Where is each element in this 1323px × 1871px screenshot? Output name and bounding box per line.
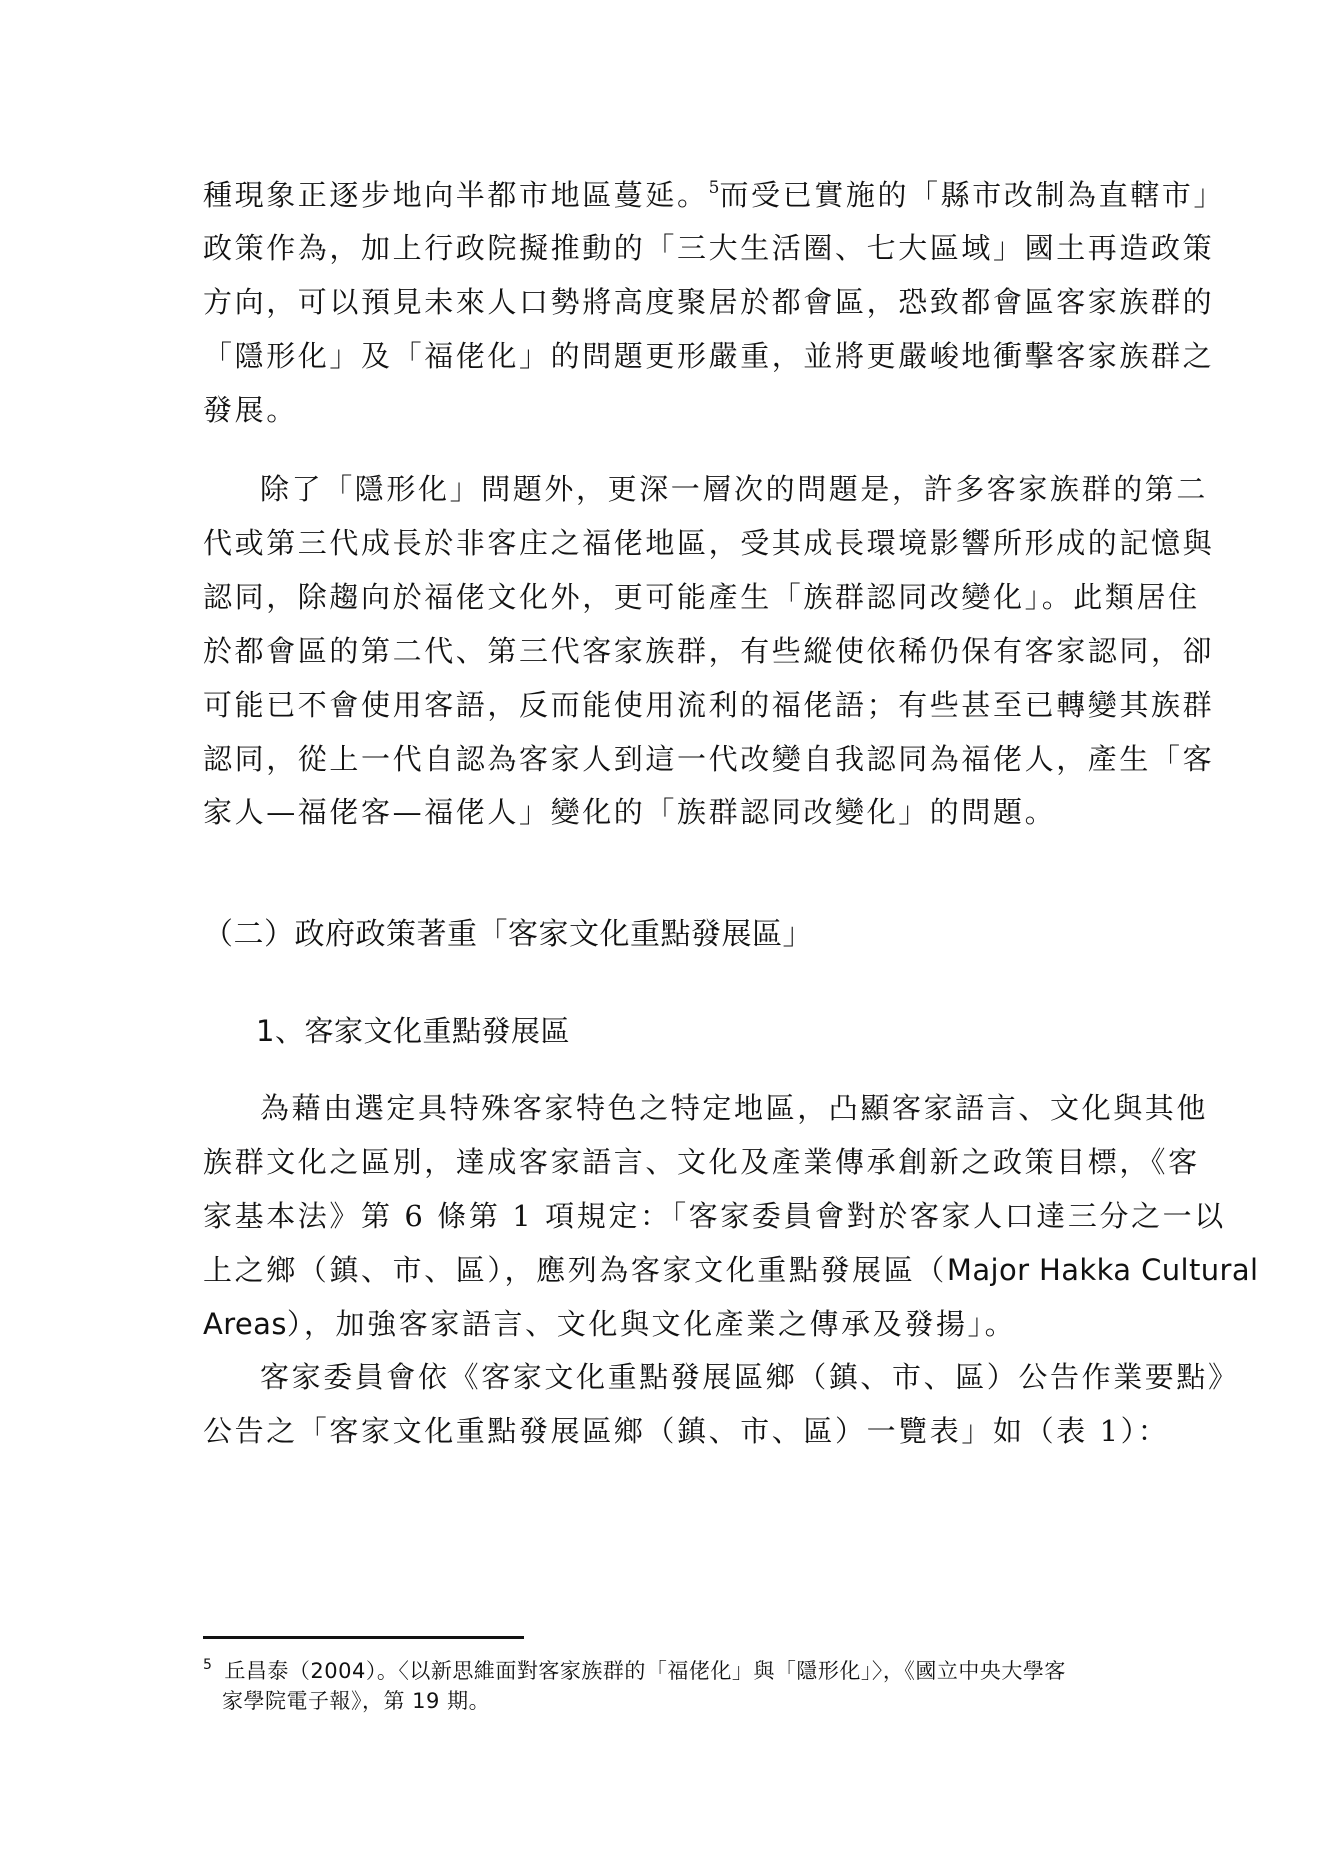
paragraph-line: 「隱形化」及「福佬化」的問題更形嚴重，並將更嚴峻地衝擊客家族群之 [203, 339, 1215, 373]
paragraph-line: 族群文化之區別，達成客家語言、文化及產業傳承創新之政策目標，《客 [203, 1145, 1200, 1179]
paragraph-line: 方向，可以預見未來人口勢將高度聚居於都會區，恐致都會區客家族群的 [203, 285, 1215, 319]
text-run: ），加強客家語言、文化與文化產業之傳承及發揚」。 [286, 1307, 1017, 1341]
text-run: 種現象正逐步地向半都市地區蔓延。 [203, 178, 709, 212]
paragraph-line: 客家委員會依《客家文化重點發展區鄉（鎮、市、區）公告作業要點》 [260, 1360, 1240, 1394]
english-term: Areas [203, 1307, 287, 1341]
paragraph-line: 可能已不會使用客語，反而能使用流利的福佬語；有些甚至已轉變其族群 [203, 688, 1215, 722]
paragraph-line: 為藉由選定具特殊客家特色之特定地區，凸顯客家語言、文化與其他 [260, 1091, 1209, 1125]
paragraph-line [203, 178, 1225, 212]
paragraph-line: 認同，除趨向於福佬文化外，更可能產生「族群認同改變化」。此類居住 [203, 580, 1200, 614]
paragraph-line: 發展。 [203, 393, 298, 427]
english-term: Major Hakka Cultural [946, 1253, 1259, 1287]
footnote-line: 家學院電子報》，第 19 期。 [222, 1689, 491, 1713]
section-heading: （二）政府政策著重「客家文化重點發展區」 [203, 917, 813, 952]
paragraph-line [203, 1307, 1016, 1341]
paragraph-line: 家基本法》第 6 條第 1 項規定：「客家委員會對於客家人口達三分之一以 [203, 1199, 1226, 1233]
paragraph-line: 公告之「客家文化重點發展區鄉（鎮、市、區）一覽表」如（表 1）： [203, 1414, 1170, 1448]
paragraph-line: 代或第三代成長於非客庄之福佬地區，受其成長環境影響所形成的記憶與 [203, 526, 1215, 560]
paragraph-line: 認同，從上一代自認為客家人到這一代改變自我認同為福佬人，產生「客 [203, 742, 1215, 776]
footnote-line [203, 1658, 1066, 1684]
paragraph-line: 家人—福佬客—福佬人」變化的「族群認同改變化」的問題。 [203, 795, 1057, 829]
footnote-separator [203, 1636, 524, 1639]
subsection-heading: 1、客家文化重點發展區 [256, 1014, 570, 1048]
text-run: 上之鄉（鎮、市、區），應列為客家文化重點發展區（ [203, 1253, 947, 1287]
footnote-marker: 5 [203, 1657, 213, 1673]
footnote-text: 丘昌泰（2004）。〈以新思維面對客家族群的「福佬化」與「隱形化」〉，《國立中央大學客 [224, 1659, 1066, 1683]
paragraph-line [203, 1253, 1258, 1287]
paragraph-line: 於都會區的第二代、第三代客家族群，有些縱使依稀仍保有客家認同，卻 [203, 634, 1215, 668]
paragraph-line: 政策作為，加上行政院擬推動的「三大生活圈、七大區域」國土再造政策 [203, 231, 1215, 265]
text-run: 而受已實施的「縣市改制為直轄市」 [719, 178, 1226, 212]
footnote-reference: 5 [708, 178, 720, 198]
paragraph-line: 除了「隱形化」問題外，更深一層次的問題是，許多客家族群的第二 [260, 472, 1209, 506]
